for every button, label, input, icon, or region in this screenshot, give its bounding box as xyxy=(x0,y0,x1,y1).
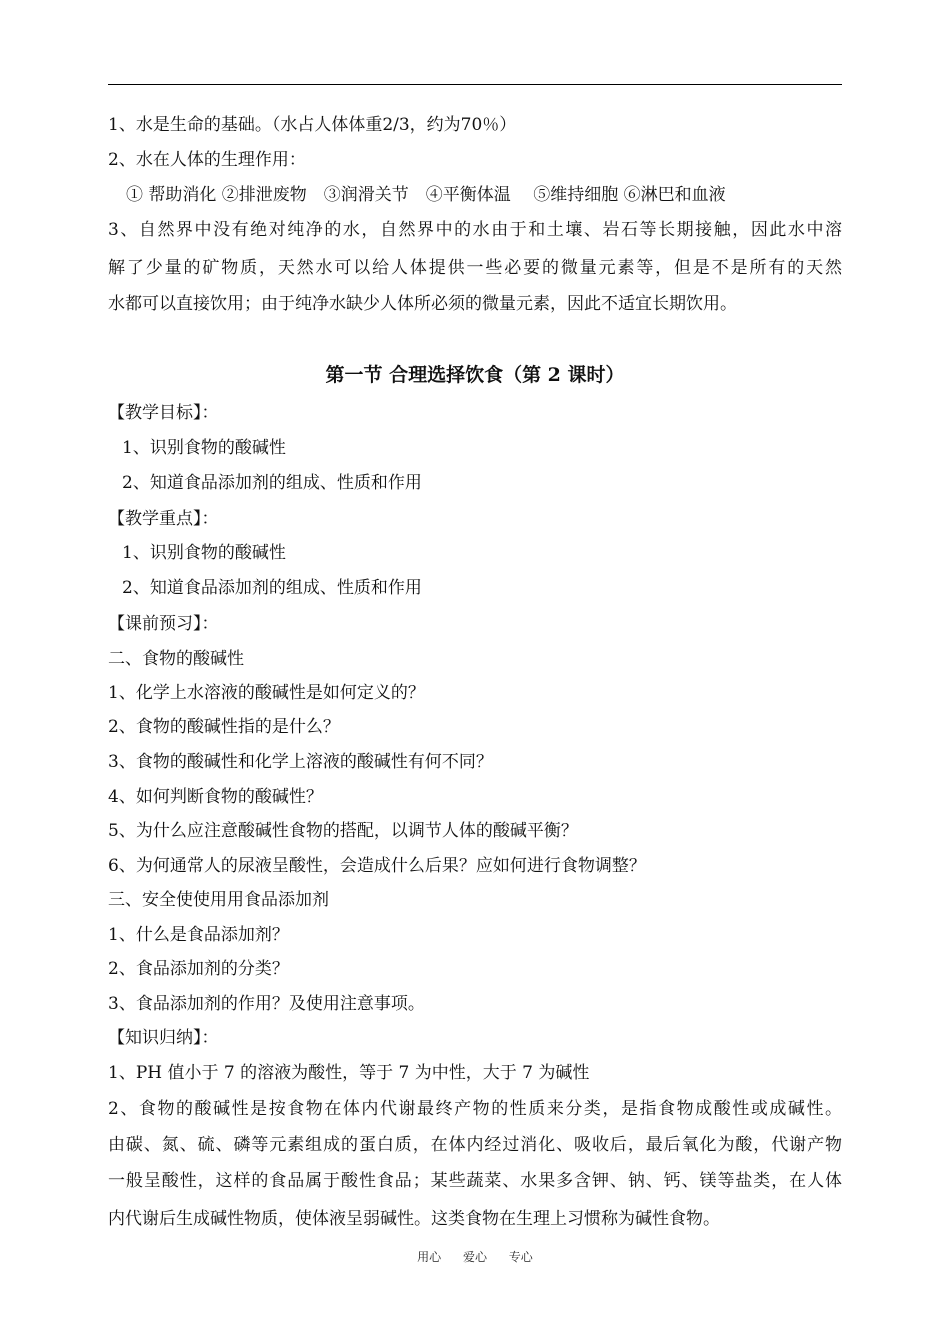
goal-item: 2、知道食品添加剂的组成、性质和作用 xyxy=(122,473,422,493)
summary-paragraph-2-line-1: 2、食物的酸碱性是按食物在体内代谢最终产物的性质来分类，是指食物成酸性或成碱性。 xyxy=(108,1099,842,1119)
focus-item: 2、知道食品添加剂的组成、性质和作用 xyxy=(122,578,422,598)
intro-paragraph-1: 1、水是生命的基础。（水占人体体重2/3，约为70％） xyxy=(108,115,517,135)
summary-paragraph-2-line-4: 内代谢后生成碱性物质，使体液呈弱碱性。这类食物在生理上习惯称为碱性食物。 xyxy=(108,1209,720,1229)
document-page xyxy=(108,0,842,1344)
question-item: 2、食物的酸碱性指的是什么？ xyxy=(108,717,340,737)
intro-paragraph-3-line-1: 3、自然界中没有绝对纯净的水，自然界中的水由于和土壤、岩石等长期接触，因此水中溶 xyxy=(108,220,842,240)
summary-paragraph-1: 1、PH 值小于 7 的溶液为酸性，等于 7 为中性，大于 7 为碱性 xyxy=(108,1063,590,1083)
summary-heading: 【知识归纳】： xyxy=(108,1028,219,1048)
question-item: 5、为什么应注意酸碱性食物的搭配，以调节人体的酸碱平衡？ xyxy=(108,821,578,841)
intro-paragraph-3-line-3: 水都可以直接饮用；由于纯净水缺少人体所必须的微量元素，因此不适宜长期饮用。 xyxy=(108,294,737,314)
question-item: 3、食品添加剂的作用？及使用注意事项。 xyxy=(108,994,425,1014)
question-item: 6、为何通常人的尿液呈酸性，会造成什么后果？应如何进行食物调整？ xyxy=(108,856,646,876)
preview-heading: 【课前预习】： xyxy=(108,614,219,634)
section-3-title: 三、安全使使用用食品添加剂 xyxy=(108,890,329,910)
header-rule xyxy=(108,84,842,85)
goals-heading: 【教学目标】： xyxy=(108,403,219,423)
page-footer: 用心 爱心 专心 xyxy=(417,1250,533,1264)
intro-paragraph-3-line-2: 解了少量的矿物质，天然水可以给人体提供一些必要的微量元素等，但是不是所有的天然 xyxy=(108,258,842,278)
summary-paragraph-2-line-3: 一般呈酸性，这样的食品属于酸性食品；某些蔬菜、水果多含钾、钠、钙、镁等盐类，在人体 xyxy=(108,1171,842,1191)
water-functions-list: ① 帮助消化 ②排泄废物 ③润滑关节 ④平衡体温 ⑤维持细胞 ⑥淋巴和血液 xyxy=(126,185,726,205)
question-item: 1、化学上水溶液的酸碱性是如何定义的？ xyxy=(108,683,425,703)
section-2-title: 二、食物的酸碱性 xyxy=(108,649,244,669)
question-item: 2、食品添加剂的分类？ xyxy=(108,959,289,979)
lesson-title: 第一节 合理选择饮食（第 2 课时） xyxy=(325,364,625,386)
summary-paragraph-2-line-2: 由碳、氮、硫、磷等元素组成的蛋白质，在体内经过消化、吸收后，最后氧化为酸，代谢产物 xyxy=(108,1135,842,1155)
focus-item: 1、识别食物的酸碱性 xyxy=(122,543,286,563)
question-item: 3、食物的酸碱性和化学上溶液的酸碱性有何不同？ xyxy=(108,752,493,772)
intro-paragraph-2: 2、水在人体的生理作用： xyxy=(108,150,306,170)
focus-heading: 【教学重点】： xyxy=(108,509,219,529)
goal-item: 1、识别食物的酸碱性 xyxy=(122,438,286,458)
question-item: 1、什么是食品添加剂？ xyxy=(108,925,289,945)
question-item: 4、如何判断食物的酸碱性？ xyxy=(108,787,323,807)
